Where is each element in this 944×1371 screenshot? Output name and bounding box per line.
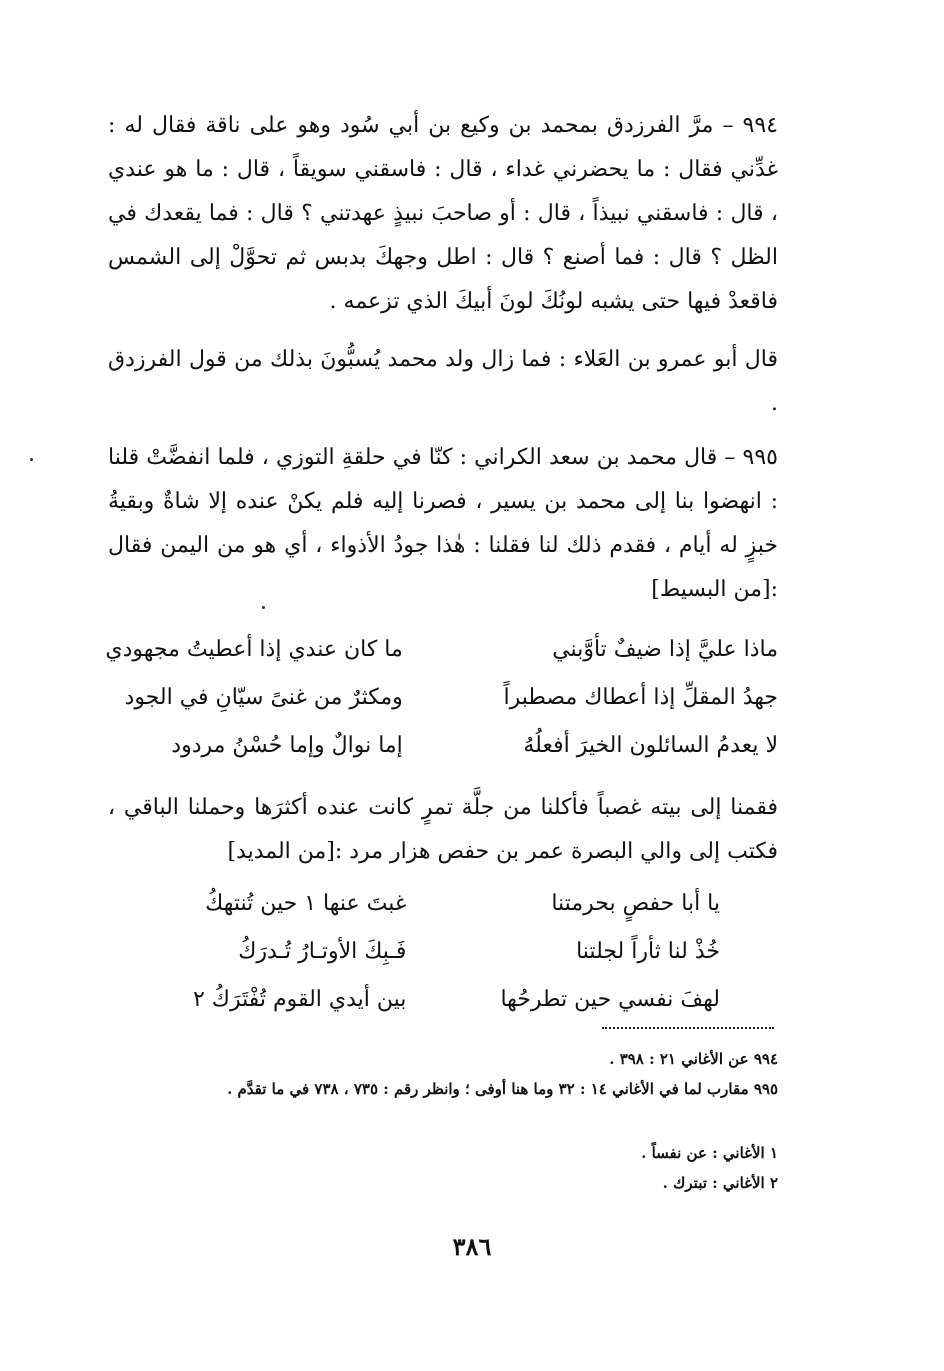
- verse-first-hemistich: لا يعدمُ السائلون الخيرَ أفعلُهُ: [523, 733, 778, 758]
- verse-second-hemistich: ما كان عندي إذا أعطيتُ مجهودي: [105, 637, 403, 662]
- entry-line: وبقيةُ خبزٍ له أيام ، فقدم ذلك لنا فقلنا : هٰذا جودُ الأذواء ، أي هو من اليمن: [108, 489, 779, 558]
- entry-line: ٩٩٥ – قال محمد بن سعد الكراني : كنّا في حلقةِ التوزي ، فلما: [217, 445, 778, 470]
- poem-basit: [105, 626, 778, 770]
- entry-line: الشمس فاقعدْ فيها حتى يشبه لونُكَ لونَ أبيكَ الذي تزعمه .: [108, 245, 778, 314]
- footnotes: [108, 1138, 778, 1198]
- verse-line: [108, 722, 778, 770]
- verse-line: [160, 928, 720, 976]
- verse-second-hemistich: غبتَ عنها ١ حين تُنتهكُ: [205, 891, 407, 916]
- entry-994-comment: [108, 338, 778, 426]
- verse-first-hemistich: جهدُ المقلِّ إذا أعطاك مصطبراً: [503, 685, 778, 710]
- page-number: ٣٨٦: [452, 1232, 492, 1261]
- source-notes: [108, 1044, 778, 1104]
- footnote: ١ الأغاني : عن نفساً .: [641, 1144, 778, 1162]
- footnote-divider: [602, 1027, 774, 1029]
- entry-line: فكتب إلى والي البصرة عمر بن حفص هزار مرد :[من المديد]: [227, 839, 778, 864]
- entry-995-continuation: [108, 786, 778, 874]
- verse-second-hemistich: ومكثرٌ من غنىً سيّانِ في الجود: [124, 685, 403, 710]
- scan-speck: [30, 458, 33, 461]
- scan-speck: [262, 606, 265, 609]
- entry-line: قال أبو عمرو بن العَلاء : فما زال ولد محمد يُسبُّونَ بذلك من قول: [188, 347, 779, 372]
- source-note: ٩٩٥ مقارب لما في الأغاني ١٤ : ٣٢ وما هنا أوفى ؛ وانظر رقم : ٧٣٥ ، ٧٣٨ في ما تقدَّم .: [227, 1080, 778, 1098]
- verse-second-hemistich: فَـبِكَ الأوتـارُ تُـدرَكُ: [238, 939, 407, 964]
- entry-line: فقمنا إلى بيته غصباً فأكلنا من جلَّة تمرٍ كانت عنده أكثرَها وحملنا الباقي ،: [108, 795, 778, 820]
- entry-line: انفضَّتْ قلنا : انهضوا بنا إلى محمد بن يسير ، فصرنا إليه فلم يكنْ عنده إلا شاةٌ: [108, 445, 778, 514]
- verse-second-hemistich: إما نوالٌ وإما حُسْنُ مردود: [171, 733, 403, 758]
- entry-line: له : غدِّني فقال : ما يحضرني غداء ، قال : فاسقني سويقاً ، قال : ما هو: [108, 113, 778, 182]
- verse-first-hemistich: يا أبا حفصٍ بحرمتنا: [551, 891, 720, 916]
- verse-line: [160, 880, 720, 928]
- entry-line: عندي ، قال : فاسقني نبيذاً ، قال : أو صاحبَ نبيذٍ عهدتني ؟ قال : فما: [108, 157, 778, 226]
- verse-line: [105, 626, 778, 674]
- verse-line: [108, 674, 778, 722]
- entry-line: يقعدك في الظل ؟ قال : فما أصنع ؟ قال : اطل وجهكَ بدبس ثم تحوَّلْ إلى: [108, 201, 778, 270]
- footnote: ٢ الأغاني : تبترك .: [662, 1174, 778, 1192]
- entry-line: الفرزدق .: [108, 347, 778, 416]
- verse-first-hemistich: لهفَ نفسي حين تطرحُها: [500, 987, 720, 1012]
- verse-first-hemistich: خُذْ لنا ثأراً لجلتنا: [576, 939, 720, 964]
- entry-995: [108, 436, 778, 612]
- entry-line: ٩٩٤ – مرَّ الفرزدق بمحمد بن وكيع بن أبي سُود وهو على ناقة فقال: [152, 113, 778, 138]
- verse-second-hemistich: بين أيدي القوم تُفْتَرَكُ ٢: [192, 987, 407, 1012]
- poem-madid: [160, 880, 720, 1024]
- source-note: ٩٩٤ عن الأغاني ٢١ : ٣٩٨ .: [609, 1050, 778, 1068]
- entry-994: [108, 104, 778, 324]
- entry-line: فقال :[من البسيط]: [108, 533, 778, 602]
- verse-line: [160, 976, 720, 1024]
- verse-first-hemistich: ماذا عليَّ إذا ضيفٌ تأوَّبني: [552, 637, 778, 662]
